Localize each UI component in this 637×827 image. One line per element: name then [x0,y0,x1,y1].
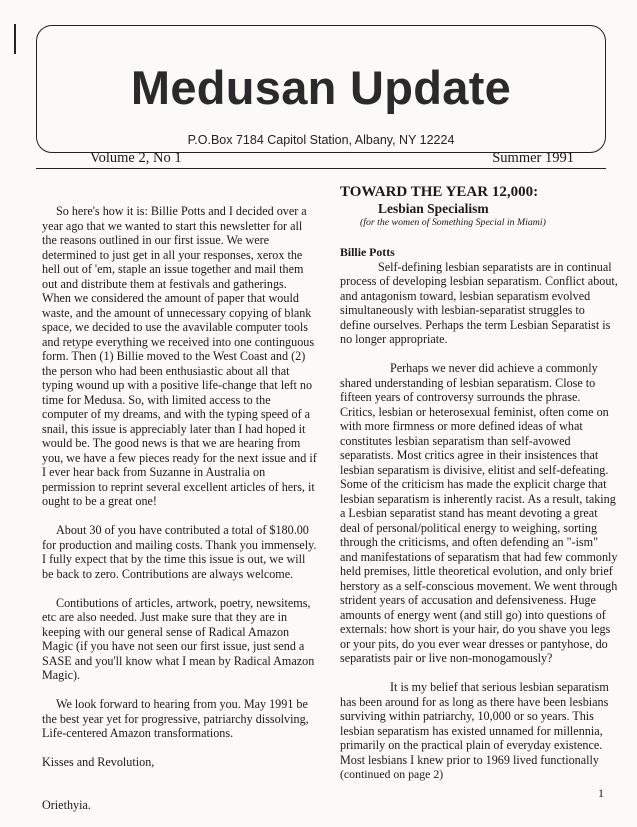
volume-number: Volume 2, No 1 [90,150,182,166]
article-paragraph: Self-defining lesbian separatists are in continual process of developing lesbian separatism. Conflict about, and antagonism toward, lesbian separatism evolved simultaneously with lesbian-separatist struggles to define ourselves. Perhaps the term Lesbian Separatist is no longer appropriate. [340,259,618,346]
letter-closing: Kisses and Revolution, [42,755,155,769]
article-author: Billie Potts [340,245,395,259]
issue-date: Summer 1991 [492,150,574,166]
letter-paragraph: About 30 of you have contributed a total of $180.00 for production and mailing costs. Thank you immensely. I fully expect that by the time this issue is out, we will be back to zero. Contributions are always welcome. [42,523,317,581]
letter-paragraph: Contibutions of articles, artwork, poetry, newsitems, etc are also needed. Just make sure that they are in keeping with our general sense of Radical Amazon Magic (if you have not seen our first issue, just send a SASE and you'll know what I mean by Radical Amazon Magic). [42,595,315,682]
article-dedication: (for the women of Something Special in Miami) [360,217,546,228]
letter-paragraph: We look forward to hearing from you. May 1991 be the best year yet for progressive, patriarchy dissolving, Life-centered Amazon transformations. [42,697,309,740]
mailing-address: P.O.Box 7184 Capitol Station, Albany, NY 12224 [187,133,455,147]
issue-info-bar [36,150,606,169]
article-paragraph: Perhaps we never did achieve a commonly shared understanding of lesbian separatism. Close to fifteen years of controversy surrounds the phrase. Critics, lesbian or heterosexual feminist, often come on with more firmness or more defined ideas of what constitutes lesbian separatism than self-avowed separatists. Most critics agree in their insistences that lesbian separatism is divisive, elitist and self-defeating. Some of the criticism has made the explicit charge that lesbian separatism is inherently racist. As a result, taking a Lesbian separatist stand has meant devoting a great deal of personal/political energy to weighing, sorting through the criticisms, and often defending an "-ism" and manifestations of separatism that had few commonly held premises, little theoretical evolution, and only brief herstory as a self-conscious movement. We went through strident years of accusation and defensiveness. Huge amounts of energy went (and still go) into questions of externals: how short is your hair, do you shave you legs or your pits, do you ever wear dresses or pantyhose, do separatists pair or live non-monogamously? [340,361,618,665]
letter-signature: Oriethyia. [42,797,91,812]
newsletter-title: Medusan Update [130,61,512,114]
article-column [340,183,618,782]
page-number: 1 [598,786,604,800]
article-subtitle: Lesbian Specialism [378,201,489,216]
continued-note: (continued on page 2) [340,767,444,781]
article-paragraph: It is my belief that serious lesbian separatism has been around for as long as there have been lesbians surviving within patriarchy, 10,000 or so years. This lesbian separatism has existed unnamed for millennia, primarily on the practical plain of everyday existence. Most lesbians I knew prior to 1969 lived functionally [340,680,609,767]
margin-mark [14,24,16,54]
editor-letter-column [42,204,318,827]
letter-paragraph: So here's how it is: Billie Potts and I decided over a year ago that we wanted to start this newsletter for all the reasons outlined in our first issue. We were determined to just get in all your responses, xerox the hell out of 'em, staple an issue together and mail them out and distribute them at festivals and gatherings. When we considered the amount of paper that would waste, and the amount of unnecessary copying of blank space, we decided to use the avavilable computer tools and retype everything we received into one continguous form. Then (1) Billie moved to the West Coast and (2) the person who had been enthusiastic about all that typing wound up with a positive life-change that left no time for Medusa. So, with limited access to the computer of my dreams, and with the typing speed of a snail, this issue is appreciably later than I had hoped it would be. The good news is that we are hearing from you, we have a few pieces ready for the next issue and if I ever hear back from Suzanne in Australia on permission to reprint several excellent articles of hers, it ought to be a great one! [42,204,317,508]
masthead-box [36,25,606,153]
article-title: TOWARD THE YEAR 12,000: [340,184,539,200]
